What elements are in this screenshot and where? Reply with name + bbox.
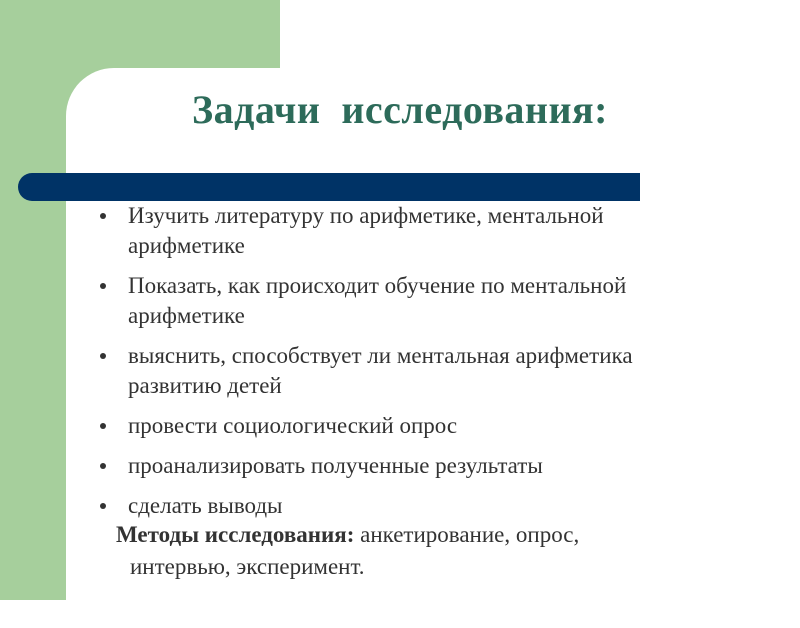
title-underline-bar-end (620, 173, 640, 201)
task-text-line2: развитию детей (128, 373, 282, 398)
methods-paragraph (116, 519, 716, 583)
task-text-line2: арифметике (128, 233, 245, 258)
slide-title: Задачи исследования: (192, 87, 608, 132)
bullet-icon (100, 353, 106, 359)
methods-text-line2: интервью, эксперимент. (130, 554, 365, 579)
title-underline-bar (18, 173, 640, 201)
task-item (98, 341, 738, 401)
task-item (98, 491, 738, 521)
task-text-line1: Показать, как происходит обучение по ментальной (128, 273, 627, 298)
bullet-icon (100, 423, 106, 429)
task-text: проанализировать полученные результаты (128, 453, 543, 478)
task-text-line1: Изучить литературу по арифметике, ментальной (128, 203, 604, 228)
bullet-icon (100, 463, 106, 469)
task-item (98, 201, 738, 261)
methods-text-line1: анкетирование, опрос, (354, 522, 580, 547)
task-text-line1: выяснить, способствует ли ментальная арифметика (128, 343, 633, 368)
task-text: сделать выводы (128, 493, 283, 518)
methods-label: Методы исследования: (116, 522, 355, 547)
bullet-icon (100, 503, 106, 509)
task-text: провести социологический опрос (128, 413, 458, 438)
task-list (98, 201, 738, 531)
task-text-line2: арифметике (128, 303, 245, 328)
bullet-icon (100, 213, 106, 219)
bullet-icon (100, 283, 106, 289)
task-item (98, 451, 738, 481)
task-item (98, 271, 738, 331)
task-item (98, 411, 738, 441)
